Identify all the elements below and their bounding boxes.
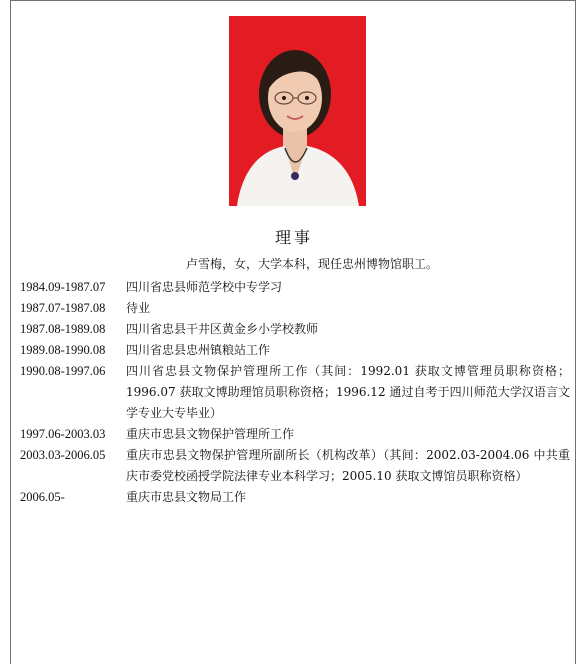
- entry-text: 四川省忠县忠州镇粮站工作: [126, 343, 271, 357]
- profile-intro: 卢雪梅，女，大学本科，现任忠州博物馆职工。: [185, 257, 438, 271]
- entry-date: 1990.08-1997.06: [20, 364, 106, 378]
- timeline-entry: [20, 445, 570, 487]
- portrait-photo: [229, 16, 366, 206]
- entry-date: 1984.09-1987.07: [20, 280, 106, 294]
- profile-title: 理事: [274, 228, 313, 247]
- entry-date: 1987.07-1987.08: [20, 301, 106, 315]
- entry-text: 四川省忠县干井区黄金乡小学校教师: [126, 322, 319, 336]
- timeline-entry: [20, 487, 570, 508]
- timeline-entry: [20, 277, 570, 298]
- entry-date: 2006.05-: [20, 490, 65, 504]
- entry-text: 重庆市忠县文物局工作: [126, 490, 247, 504]
- entry-text: 四川省忠县文物保护管理所工作（其间：1992.01 获取文博管理员职称资格；1996.07 获取文博助理馆员职称资格；1996.12 通过自考于四川师范大学汉语言文学专业大专毕业）: [126, 364, 570, 420]
- entry-date: 1997.06-2003.03: [20, 427, 106, 441]
- timeline-entry: [20, 298, 570, 319]
- career-timeline: [20, 277, 570, 508]
- timeline-entry: [20, 361, 570, 424]
- entry-text: 四川省忠县师范学校中专学习: [126, 280, 283, 294]
- entry-text: 重庆市忠县文物保护管理所工作: [126, 427, 295, 441]
- timeline-entry: [20, 340, 570, 361]
- entry-text: 重庆市忠县文物保护管理所副所长（机构改革）（其间：2002.03-2004.06 中共重庆市委党校函授学院法律专业本科学习；2005.10 获取文博馆员职称资格）: [126, 448, 570, 483]
- timeline-entry: [20, 319, 570, 340]
- entry-date: 1987.08-1989.08: [20, 322, 106, 336]
- entry-date: 2003.03-2006.05: [20, 448, 106, 462]
- document-frame: [10, 0, 576, 664]
- entry-date: 1989.08-1990.08: [20, 343, 106, 357]
- entry-text: 待业: [126, 301, 151, 315]
- timeline-entry: [20, 424, 570, 445]
- portrait-illustration: [229, 16, 366, 206]
